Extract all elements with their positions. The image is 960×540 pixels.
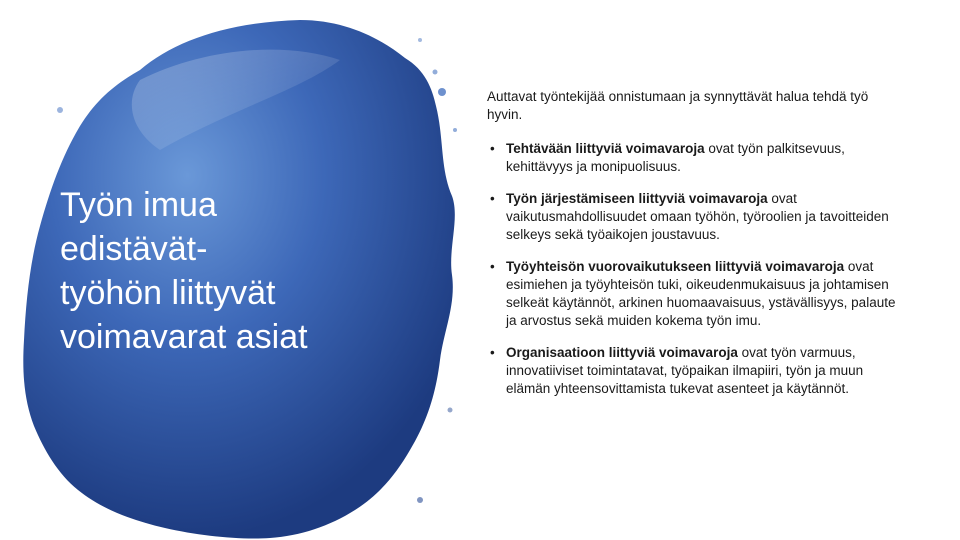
slide-title bbox=[60, 183, 360, 359]
bullet-dot-icon: • bbox=[490, 345, 495, 360]
bullet-item bbox=[487, 344, 907, 398]
title-line: työhön liittyvät bbox=[60, 274, 276, 312]
bullet-dot-icon: • bbox=[490, 259, 495, 274]
title-line: edistävät- bbox=[60, 230, 208, 268]
bullet-bold-text: Organisaatioon liittyviä voimavaroja bbox=[506, 345, 738, 360]
bullet-bold-text: Työn järjestämiseen liittyviä voimavaroja bbox=[506, 191, 768, 206]
bullet-text: ovat esimiehen ja työyhteisön tuki, oikeudenmukaisuus ja johtamisen selkeät käytännöt, arkinen huomaavaisuus, ystävällisyys, palaute ja arvostus sekä muiden kokema työn imu. bbox=[506, 259, 896, 328]
title-line: Työn imua bbox=[60, 186, 217, 224]
bullet-text: ovat työn palkitsevuus, kehittävyys ja monipuolisuus. bbox=[506, 141, 845, 174]
bullet-item bbox=[487, 258, 907, 330]
bullet-text: ovat työn varmuus, innovatiiviset toimintatavat, työpaikan ilmapiiri, työn ja muun elämän yhteensovittamista tukevat asenteet ja käytännöt. bbox=[506, 345, 864, 396]
bullet-bold-text: Tehtävään liittyviä voimavaroja bbox=[506, 141, 705, 156]
slide-content bbox=[487, 88, 907, 412]
bullet-list bbox=[487, 140, 907, 398]
bullet-dot-icon: • bbox=[490, 191, 495, 206]
bullet-text: ovat vaikutusmahdollisuudet omaan työhön, työroolien ja tavoitteiden selkeys sekä työaikojen joustavuus. bbox=[506, 191, 889, 242]
bullet-item bbox=[487, 190, 907, 244]
intro-text: Auttavat työntekijää onnistumaan ja synnyttävät halua tehdä työ hyvin. bbox=[487, 89, 869, 122]
title-line: voimavarat asiat bbox=[60, 318, 308, 356]
bullet-item bbox=[487, 140, 907, 176]
bullet-bold-text: Työyhteisön vuorovaikutukseen liittyviä voimavaroja bbox=[506, 259, 845, 274]
bullet-dot-icon: • bbox=[490, 141, 495, 156]
